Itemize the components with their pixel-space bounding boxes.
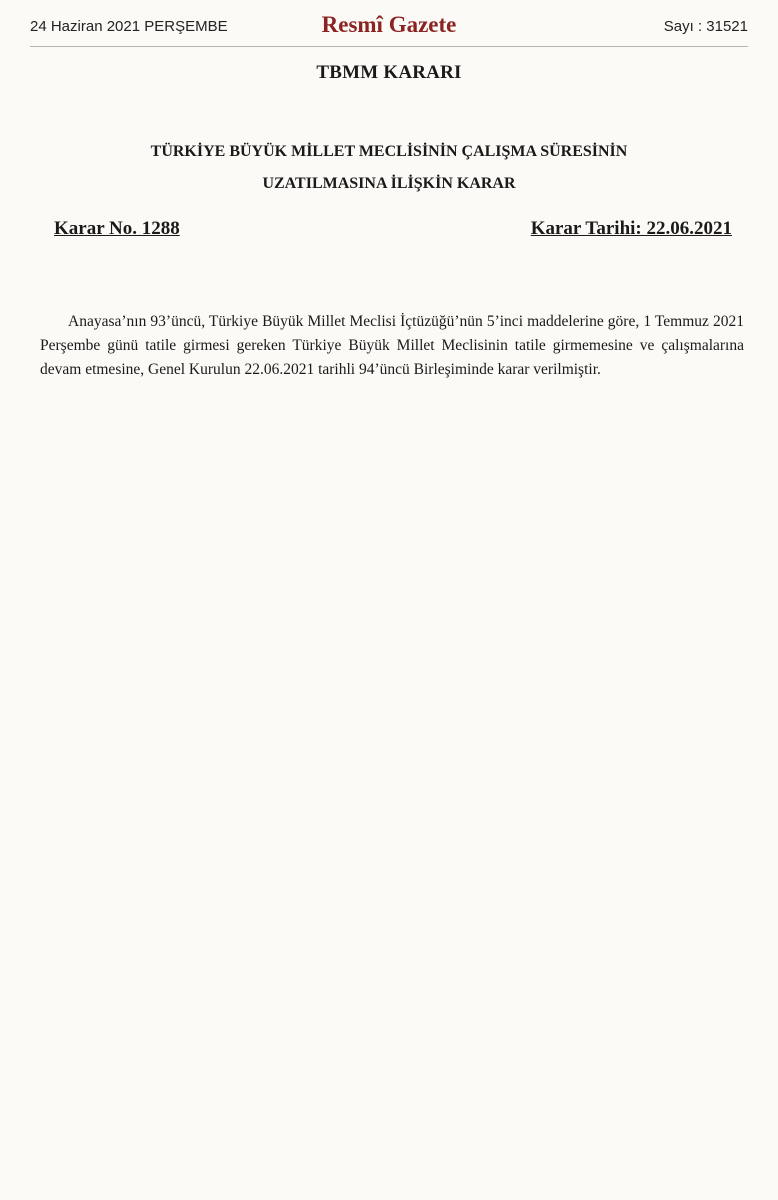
header-divider — [30, 46, 748, 47]
decision-title-line-2: UZATILMASINA İLİŞKİN KARAR — [262, 175, 516, 192]
decision-meta-row — [54, 218, 732, 246]
header-date: 24 Haziran 2021 PERŞEMBE — [30, 18, 228, 35]
section-title: TBMM KARARI — [316, 62, 462, 83]
page-header — [30, 8, 748, 48]
decision-body: Anayasa’nın 93’üncü, Türkiye Büyük Millet Meclisi İçtüzüğü’nün 5’inci maddelerine göre, 1 Temmuz 2021 Perşembe günü tatile girmesi gereken Türkiye Büyük Millet Meclisinin tatile girmemesine ve çalışmalarına devam etmesine, Genel Kurulun 22.06.2021 tarihli 94’üncü Birleşiminde karar verilmiştir. — [40, 312, 744, 378]
header-issue-number: Sayı : 31521 — [663, 18, 748, 35]
decision-title-line-1: TÜRKİYE BÜYÜK MİLLET MECLİSİNİN ÇALIŞMA SÜRESİNİN — [150, 143, 628, 160]
decision-title — [40, 136, 738, 200]
header-title: Resmî Gazete — [321, 12, 457, 37]
decision-number: Karar No. 1288 — [54, 218, 180, 239]
decision-date: Karar Tarihi: 22.06.2021 — [530, 218, 732, 239]
